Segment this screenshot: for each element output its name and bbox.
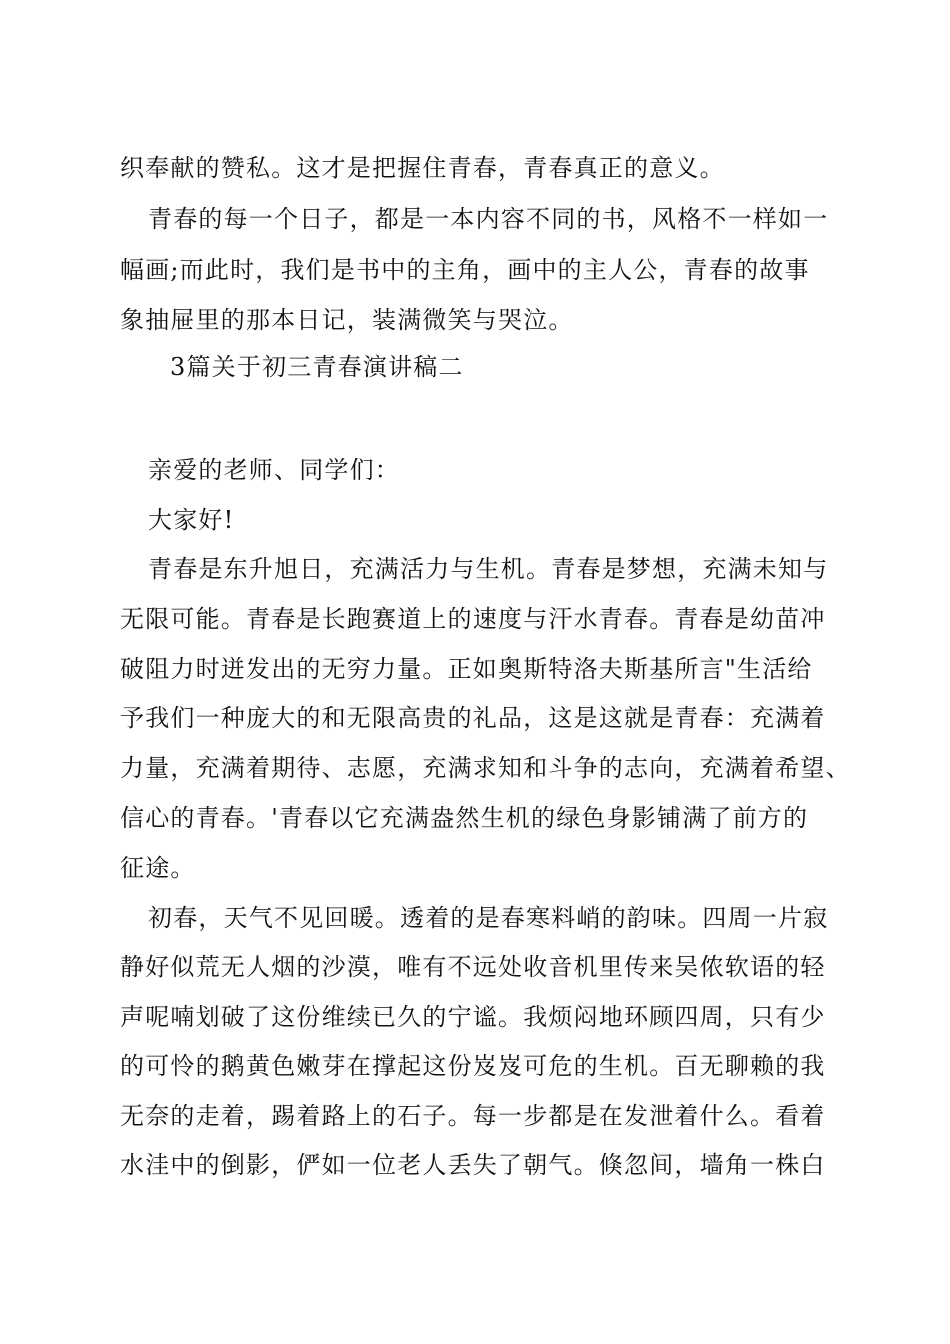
paragraph-line: 织奉献的赞私。这才是把握住青春，青春真正的意义。 xyxy=(120,154,725,182)
paragraph-line: 征途。 xyxy=(120,854,196,882)
paragraph-line: 象抽屉里的那本日记，装满微笑与哭泣。 xyxy=(120,306,574,334)
paragraph-line: 声呢喃划破了这份维续已久的宁谧。我烦闷地环顾四周，只有少 xyxy=(120,1003,826,1031)
paragraph-line: 青春的每一个日子，都是一本内容不同的书，风格不一样如一 xyxy=(148,205,829,233)
paragraph-line: 力量，充满着期待、志愿，充满求知和斗争的志向，充满着希望、 xyxy=(120,754,851,782)
paragraph-line: 的可怜的鹅黄色嫩芽在撑起这份岌岌可危的生机。百无聊赖的我 xyxy=(120,1052,826,1080)
paragraph-line: 予我们一种庞大的和无限高贵的礼品，这是这就是青春：充满着 xyxy=(120,704,826,732)
greeting: 大家好! xyxy=(148,506,235,534)
paragraph-line: 破阻力时迸发出的无穷力量。正如奥斯特洛夫斯基所言"生活给 xyxy=(120,655,813,683)
paragraph-line: 无限可能。青春是长跑赛道上的速度与汗水青春。青春是幼苗冲 xyxy=(120,605,826,633)
salutation: 亲爱的老师、同学们： xyxy=(148,456,400,484)
paragraph-line: 无奈的走着，踢着路上的石子。每一步都是在发泄着什么。看着 xyxy=(120,1102,826,1130)
paragraph-line: 水洼中的倒影，俨如一位老人丢失了朝气。倏忽间，墙角一株白 xyxy=(120,1151,826,1179)
paragraph-line: 信心的青春。'青春以它充满盎然生机的绿色身影铺满了前方的 xyxy=(120,804,809,832)
paragraph-line: 静好似荒无人烟的沙漠，唯有不远处收音机里传来吴侬软语的轻 xyxy=(120,953,826,981)
section-title: 3篇关于初三青春演讲稿二 xyxy=(170,353,464,381)
paragraph-line: 初春，天气不见回暖。透着的是春寒料峭的韵味。四周一片寂 xyxy=(148,904,829,932)
paragraph-line: 青春是东升旭日，充满活力与生机。青春是梦想，充满未知与 xyxy=(148,555,829,583)
paragraph-line: 幅画;而此时，我们是书中的主角，画中的主人公，青春的故事 xyxy=(120,256,810,284)
